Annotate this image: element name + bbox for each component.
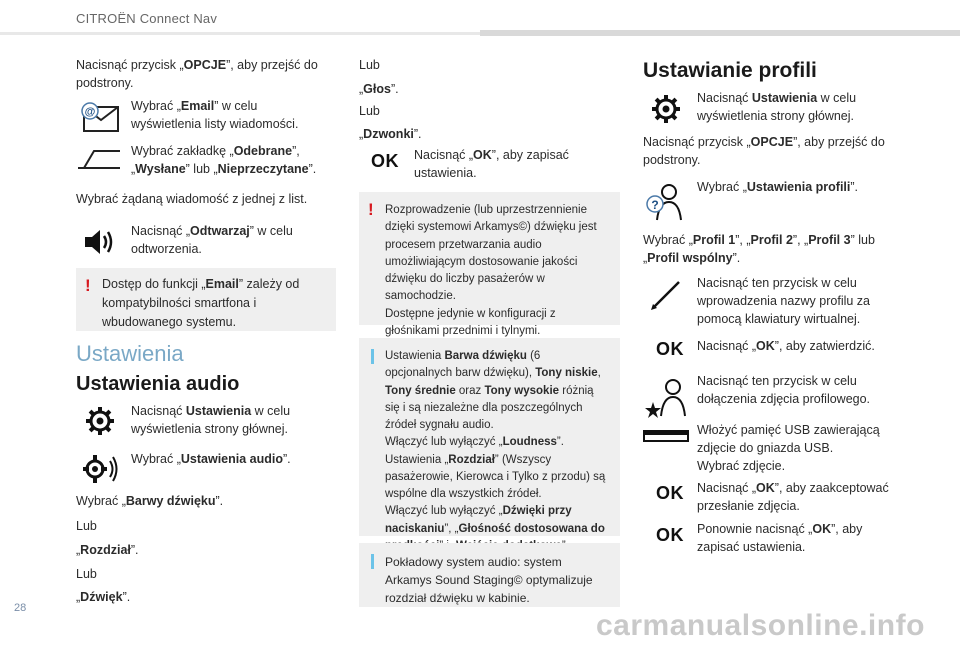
tones-text [76,492,338,510]
note-line [385,434,610,451]
text-segment: ”. [413,127,422,141]
text-segment: ”. [732,251,741,266]
text-segment: ”. [283,452,291,466]
settings-desc [131,402,321,438]
text-segment: Wybrać „ [76,494,126,508]
bold-term: Wysłane [135,162,186,177]
confirm-desc [697,337,887,355]
svg-text:?: ? [651,198,659,212]
bold-term: Barwa dźwięku [444,350,527,362]
text-segment: Nacisnąć „ [697,339,757,353]
bold-term: Dźwięk [80,590,123,604]
text-segment: ”, aby zapisać ustawienia. [414,148,569,181]
text-segment: Wybrać „ [131,452,181,466]
text-segment: „ [76,590,81,604]
text-segment: Nacisnąć przycisk „ [76,58,184,72]
text-segment: ”, „ [792,233,809,247]
bold-term: Ustawienia profili [746,180,851,194]
text-segment: ” lub „ [643,233,875,266]
text-segment: ”, „ [735,233,751,247]
text-segment: Włączyć lub wyłączyć „ [385,436,503,449]
text-segment: ”. [122,590,131,604]
text-segment: ”. [390,82,399,96]
bold-term: OPCJE [183,58,227,72]
arkamys-note [359,543,620,607]
text-segment: ”, aby zatwierdzić. [774,339,875,353]
col2-or-2: Lub [359,104,380,118]
distribution-note-text: ! Rozprowadzenie (lub uprzestrzennienie dzięki systemowi Arkamys©) dźwięku jest procesem przetwarzania audio umożliwiającym dostosowanie jakości dźwięku do liczby pasażerów w samochodzie. Dostępne jedynie w konfiguracji z głośnikami przednimi i tylnymi. [385,204,597,337]
text-segment: Włączyć lub wyłączyć „ [385,505,503,518]
email-note [76,268,336,331]
text-segment: , [597,367,601,380]
save-desc [697,520,882,556]
tabs-desc [131,142,321,178]
col1-intro [76,56,338,92]
page-number: 28 [14,602,27,614]
play-desc [131,222,321,258]
ok-icon-accept: OK [656,482,684,503]
text-segment: ” zależy od kompatybilności smartfona i wbudowanego systemu. [102,277,300,329]
section-title: Ustawienia [76,341,184,366]
bold-term: Dźwięki przy naciskaniu [385,505,572,535]
note-line [385,348,610,434]
accept-desc [697,479,892,515]
or-text-2: Lub [76,567,97,581]
bold-term: Ustawienia [751,91,818,105]
text-segment: ” w celu wyświetlenia listy wiadomości. [131,99,299,132]
audio-title: Ustawienia audio [76,373,240,395]
bold-term: Ustawienia [185,404,252,418]
voice-text [359,80,621,98]
text-segment: „ [359,127,364,141]
audio-settings-desc [131,450,321,468]
email-note-text [102,275,326,331]
bold-term: Odebrane [233,144,293,158]
text-segment: różnią się i są niezależne dla poszczególnych źródeł sygnału audio. [385,384,594,431]
text-segment: Ponownie nacisnąć „ [697,522,813,536]
text-segment: Wybrać „ [697,180,747,194]
text-segment: Dostęp do funkcji „ [102,277,206,291]
choose-message: Wybrać żądaną wiadomość z jednej z list. [76,192,308,206]
gear-icon [84,405,116,437]
bold-term: Ustawienia audio [180,452,283,466]
text-segment: Nacisnąć [131,404,186,418]
or-text-1: Lub [76,519,97,533]
text-segment: oraz [455,384,485,397]
ok-icon-confirm: OK [656,338,684,359]
bold-term: Profil 2 [750,233,793,247]
header-accent-bar [480,30,960,36]
name-desc: Nacisnąć ten przycisk w celu wprowadzenia nazwy profilu za pomocą klawiatury wirtualnej. [697,276,871,327]
profile-star-icon [645,378,689,418]
text-segment: Wybrać „ [131,99,181,113]
bold-term: Profil 3 [808,233,851,247]
bold-term: Rozdział [80,543,131,557]
text-segment: Ustawienia „ [385,453,449,466]
note-line [385,452,610,504]
text-segment: ”. [556,436,564,449]
bold-term: Email [205,277,239,291]
choose-profile [643,231,893,267]
bold-term: Barwy dźwięku [125,494,216,508]
bold-term: OK [812,522,832,536]
email-icon [78,100,122,134]
footer-watermark: carmanualsonline.info [596,609,925,642]
text-segment: Nacisnąć przycisk „ [643,135,751,149]
text-segment: „ [76,543,81,557]
ok-save-desc [414,146,594,182]
text-segment: ”, aby zaakceptować przesłanie zdjęcia. [697,481,889,514]
text-segment: ”, aby przejść do podstrony. [76,58,318,91]
text-segment: ”, aby zapisać ustawienia. [697,522,863,555]
text-segment: Wybrać zakładkę „ [131,144,234,158]
text-segment: „ [359,82,364,96]
bold-term: Email [180,99,215,113]
text-segment: Nacisnąć „ [414,148,474,162]
arkamys-note-text: Pokładowy system audio: system Arkamys Sound Staging© optymalizuje rozdział dźwięku w kabinie. [385,555,593,605]
text-segment: ” (Wszyscy pasażerowie, Kierowca i Tylko z przodu) są wspólne dla wszystkich źródeł. [385,453,606,500]
text-segment: ”. [308,162,317,177]
ok-icon: OK [371,150,399,171]
distribution-note [359,192,620,337]
text-segment: ”. [850,180,859,194]
col3-intro [643,133,893,169]
bold-term: OK [756,339,775,353]
svg-text:@: @ [84,106,96,118]
bold-term: Nieprzeczytane [217,162,309,177]
tab-icon [76,147,122,171]
text-segment: w celu wyświetlenia strony głównej. [697,91,857,124]
text-segment: ” lub „ [185,162,218,177]
bold-term: Głośność dostosowana do [458,522,605,535]
text-segment: (6 opcjonalnych barw dźwięku), [385,350,541,380]
profiles-settings-desc [697,89,877,125]
text-segment: w celu wyświetlenia strony głównej. [131,404,291,437]
text-segment: Wybrać „ [643,233,693,247]
text-segment: Nacisnąć „ [697,481,757,495]
col2-or-1: Lub [359,58,380,72]
profile-settings-desc [697,178,877,196]
bold-term: Tony niskie [535,367,598,380]
audio-info-lines [385,348,610,555]
usb-desc: Włożyć pamięć USB zawierającą zdjęcie do gniazda USB. Wybrać zdjęcie. [697,423,880,474]
pencil-icon [648,278,684,312]
bold-term: Tony wysokie [484,384,560,397]
bold-term: OK [473,148,492,162]
profile-question-icon [645,182,687,222]
text-segment: ”, „ [131,144,300,177]
photo-desc: Nacisnąć ten przycisk w celu dołączenia zdjęcia profilowego. [697,374,871,407]
text-segment: Nacisnąć „ [131,224,191,238]
bold-term: Tony średnie [385,384,456,397]
email-desc [131,97,321,133]
text-segment: Nacisnąć [697,91,752,105]
audio-settings-icon [80,452,120,486]
audio-info-note [359,338,620,536]
text-segment: ” w celu odtworzenia. [131,224,293,257]
text-segment: Ustawienia [385,350,445,362]
ok-icon-save: OK [656,524,684,545]
gear-icon-profiles [650,93,682,125]
bold-term: Profil wspólny [647,251,733,266]
bold-term: Rozdział [448,453,495,466]
speaker-icon [82,225,116,259]
bold-term: Odtwarzaj [190,224,250,238]
bold-term: OK [756,481,775,495]
text-segment: ”, „ [444,522,459,535]
bold-term: Dzwonki [363,127,414,141]
text-segment: ”. [215,494,224,508]
ringtones-text [359,125,621,143]
text-segment: ”. [130,543,139,557]
bold-term: Loudness [502,436,557,449]
profiles-title: Ustawianie profili [643,59,817,82]
header-title: CITROËN Connect Nav [76,11,218,26]
bold-term: OPCJE [750,135,794,149]
distribution-text [76,541,338,559]
sound-text [76,588,338,606]
bold-term: Głos [363,82,391,96]
bold-term: Profil 1 [692,233,736,247]
usb-icon [643,428,689,444]
text-segment: ”, aby przejść do podstrony. [643,135,885,168]
